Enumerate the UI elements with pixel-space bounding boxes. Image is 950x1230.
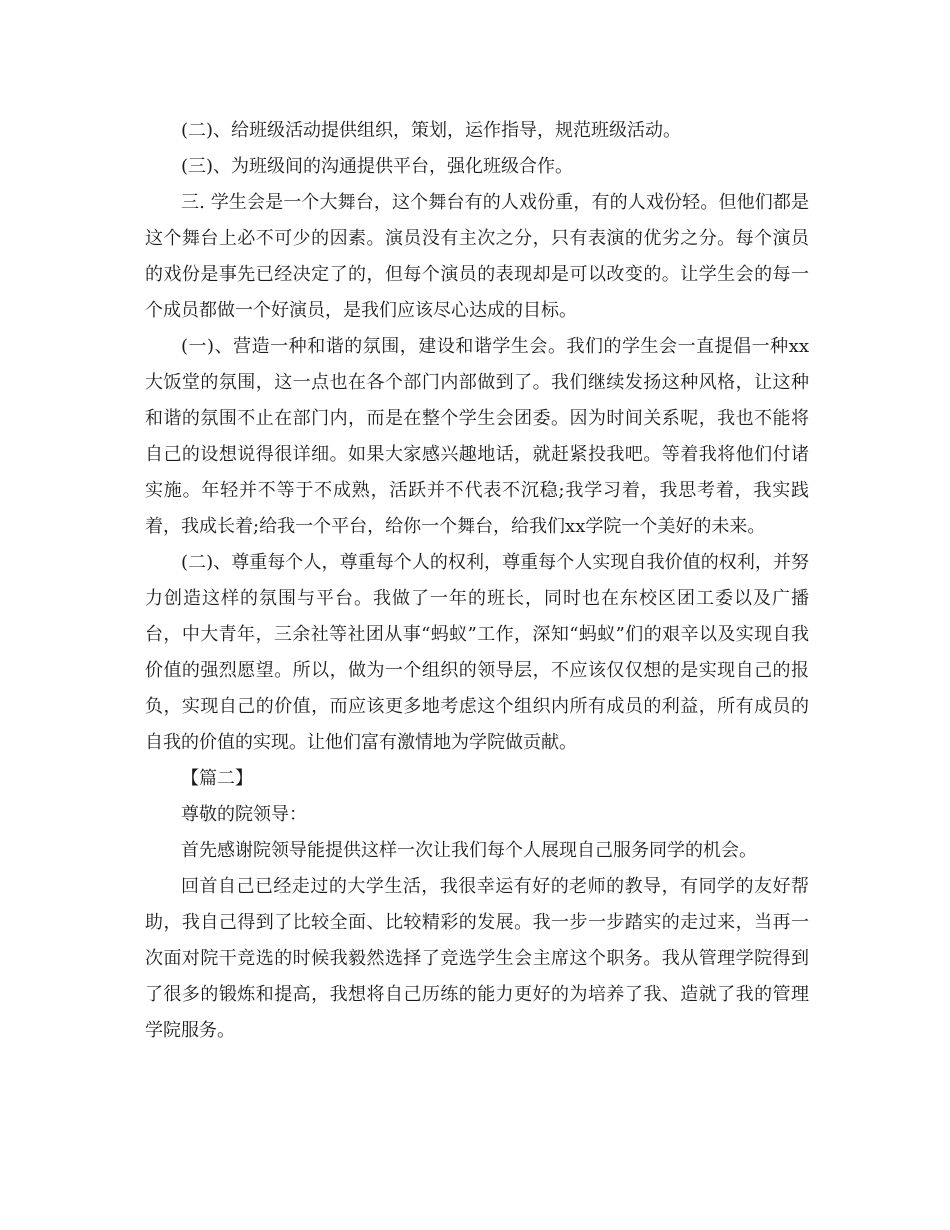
paragraph-class-activity-guidance: (二)、给班级活动提供组织，策划，运作指导，规范班级活动。: [181, 120, 682, 141]
paragraph-thanks: 首先感谢院领导能提供这样一次让我们每个人展现自己服务同学的机会。: [181, 840, 757, 861]
paragraph-harmonious-atmosphere: (一)、营造一种和谐的氛围，建设和谐学生会。我们的学生会一直提倡一种xx大饭堂的氛围，这一点也在各个部门内部做到了。我们继续发扬这种风格，让这种和谐的氛围不止在部门内，而是在整个学生会团委。因为时间关系呢，我也不能将自己的设想说得很详细。如果大家感兴趣地话，就赶紧投我吧。等着我将他们付诸实施。年轻并不等于不成熟，活跃并不代表不沉稳;我学习着，我思考着，我实践着，我成长着;给我一个平台，给你一个舞台，给我们xx学院一个美好的未来。: [145, 336, 809, 537]
salutation: 尊敬的院领导：: [181, 804, 307, 825]
paragraph-student-union-stage: 三. 学生会是一个大舞台，这个舞台有的人戏份重，有的人戏份轻。但他们都是这个舞台上必不可少的因素。演员没有主次之分，只有表演的优劣之分。每个演员的戏份是事先已经决定了的，但每个演员的表现却是可以改变的。让学生会的每一个成员都做一个好演员，是我们应该尽心达成的目标。: [145, 192, 809, 321]
paragraph-respect-everyone: (二)、尊重每个人，尊重每个人的权利，尊重每个人实现自我价值的权利，并努力创造这样的氛围与平台。我做了一年的班长，同时也在东校区团工委以及广播台，中大青年，三余社等社团从事“蚂蚁”工作，深知“蚂蚁”们的艰辛以及实现自我价值的强烈愿望。所以，做为一个组织的领导层，不应该仅仅想的是实现自己的报负，实现自己的价值，而应该更多地考虑这个组织内所有成员的利益，所有成员的自我的价值的实现。让他们富有激情地为学院做贡献。: [145, 552, 809, 753]
document-body: [145, 113, 809, 1049]
paragraph-college-life-review: 回首自己已经走过的大学生活，我很幸运有好的老师的教导，有同学的友好帮助，我自己得到了比较全面、比较精彩的发展。我一步一步踏实的走过来，当再一次面对院干竞选的时候我毅然选择了竞选学生会主席这个职务。我从管理学院得到了很多的锻炼和提高，我想将自己历练的能力更好的为培养了我、造就了我的管理学院服务。: [145, 876, 809, 1041]
section-heading-part-two: 【篇二】: [181, 768, 253, 789]
paragraph-class-communication-platform: (三)、为班级间的沟通提供平台，强化班级合作。: [181, 156, 574, 177]
